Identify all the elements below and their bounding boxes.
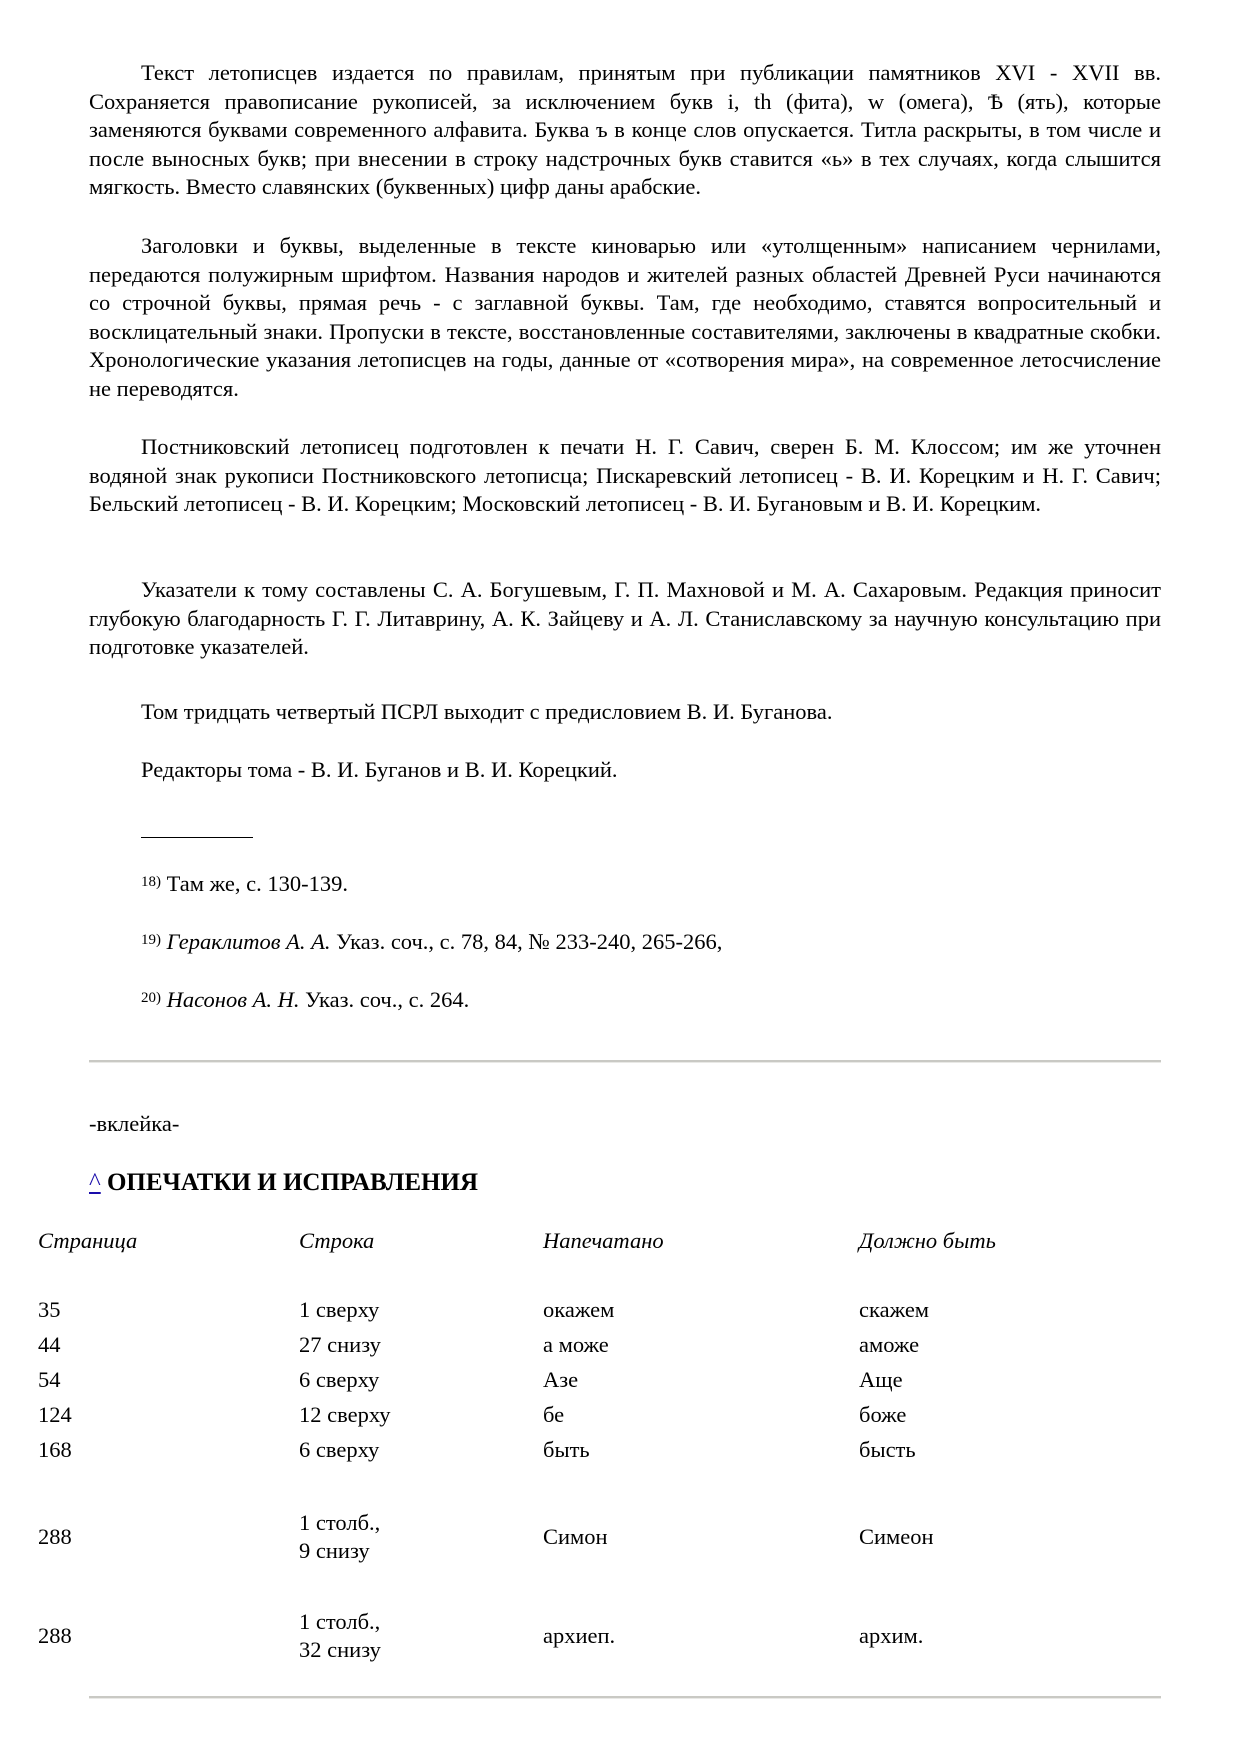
- cell-line: 1 столб.,: [299, 1609, 381, 1634]
- paragraph-indexes: Указатели к тому составлены С. А. Богушевым, Г. П. Махновой и М. А. Сахаровым. Редакция приносит глубокую благодарность Г. Г. Литаврину, А. К. Зайцеву и А. Л. Станиславскому за научную консультацию при подготовке указателей.: [89, 577, 1161, 660]
- volume-note: Том тридцать четвертый ПСРЛ выходит с предисловием В. И. Буганова.: [141, 699, 833, 724]
- cell-correct: аможе: [859, 1332, 920, 1357]
- cell-printed: быть: [543, 1437, 590, 1462]
- horizontal-rule-bottom: [89, 1696, 1161, 1699]
- footnote-text: Там же, с. 130-139.: [161, 871, 348, 896]
- cell-line: 12 сверху: [299, 1402, 391, 1427]
- cell-correct: боже: [859, 1402, 907, 1427]
- cell-page: 168: [38, 1437, 72, 1462]
- cell-correct: Симеон: [859, 1524, 934, 1549]
- cell-page: 35: [38, 1297, 61, 1322]
- footnote-number: 18): [141, 874, 161, 890]
- back-to-top-link[interactable]: ^: [89, 1169, 101, 1196]
- footnote-text: Указ. соч., с. 78, 84, № 233-240, 265-266,: [330, 929, 723, 954]
- cell-line-second: 9 снизу: [299, 1538, 370, 1563]
- cell-line: 1 сверху: [299, 1297, 380, 1322]
- column-header-line: Строка: [299, 1228, 375, 1253]
- footnote-number: 19): [141, 932, 161, 948]
- footnote-20: [141, 986, 469, 1014]
- column-header-correct: Должно быть: [859, 1228, 996, 1253]
- footnote-18: [141, 870, 348, 898]
- errata-heading: [89, 1167, 478, 1199]
- cell-correct: бысть: [859, 1437, 916, 1462]
- editors-note: Редакторы тома - В. И. Буганов и В. И. Корецкий.: [141, 757, 618, 782]
- cell-correct: Аще: [859, 1367, 903, 1392]
- cell-printed: архиеп.: [543, 1623, 616, 1648]
- cell-correct: архим.: [859, 1623, 924, 1648]
- cell-page: 124: [38, 1402, 72, 1427]
- paragraph-headings: Заголовки и буквы, выделенные в тексте киноварью или «утолщенным» написанием чернилами, передаются полужирным шрифтом. Названия народов и жителей разных областей Древней Руси начинаются со строчной буквы, прямая речь - с заглавной буквы. Там, где необходимо, ставятся вопросительный и восклицательный знаки. Пропуски в тексте, восстановленные составителями, заключены в квадратные скобки. Хронологические указания летописцев на годы, данные от «сотворения мира», на современное летосчисление не переводятся.: [89, 233, 1161, 401]
- cell-line: 6 сверху: [299, 1437, 380, 1462]
- paragraph-preparers: Постниковский летописец подготовлен к печати Н. Г. Савич, сверен Б. М. Клоссом; им же уточнен водяной знак рукописи Постниковского летописца; Пискаревский летописец - В. И. Корецким и Н. Г. Савич; Бельский летописец - В. И. Корецким; Московский летописец - В. И. Бугановым и В. И. Корецким.: [89, 434, 1161, 517]
- cell-printed: Симон: [543, 1524, 608, 1549]
- footnote-author: Насонов А. Н.: [166, 987, 300, 1012]
- cell-page: 288: [38, 1623, 72, 1648]
- insert-label: -вклейка-: [89, 1111, 180, 1136]
- horizontal-rule: [89, 1060, 1161, 1063]
- cell-page: 44: [38, 1332, 61, 1357]
- cell-printed: а може: [543, 1332, 609, 1357]
- cell-page: 288: [38, 1524, 72, 1549]
- cell-printed: Азе: [543, 1367, 579, 1392]
- cell-correct: скажем: [859, 1297, 930, 1322]
- cell-page: 54: [38, 1367, 61, 1392]
- cell-line: 6 сверху: [299, 1367, 380, 1392]
- footnote-text: Указ. соч., с. 264.: [299, 987, 470, 1012]
- cell-line: 27 снизу: [299, 1332, 381, 1357]
- column-header-printed: Напечатано: [543, 1228, 664, 1253]
- cell-line: 1 столб.,: [299, 1510, 381, 1535]
- footnote-19: [141, 928, 722, 956]
- footnote-separator: [141, 837, 253, 838]
- footnote-number: 20): [141, 990, 161, 1006]
- cell-printed: окажем: [543, 1297, 615, 1322]
- cell-printed: бе: [543, 1402, 565, 1427]
- footnote-author: Гераклитов А. А.: [166, 929, 331, 954]
- paragraph-orthography: Текст летописцев издается по правилам, принятым при публикации памятников XVI - XVII вв. Сохраняется правописание рукописей, за исключением букв i, th (фита), w (омега), Ѣ (ять), которые заменяются буквами современного алфавита. Буква ъ в конце слов опускается. Титла раскрыты, в том числе и после выносных букв; при внесении в строку надстрочных букв ставится «ь» в тех случаях, когда слышится мягкость. Вместо славянских (буквенных) цифр даны арабские.: [89, 60, 1161, 200]
- cell-line-second: 32 снизу: [299, 1637, 381, 1662]
- column-header-page: Страница: [38, 1228, 138, 1253]
- errata-title: ОПЕЧАТКИ И ИСПРАВЛЕНИЯ: [106, 1169, 478, 1196]
